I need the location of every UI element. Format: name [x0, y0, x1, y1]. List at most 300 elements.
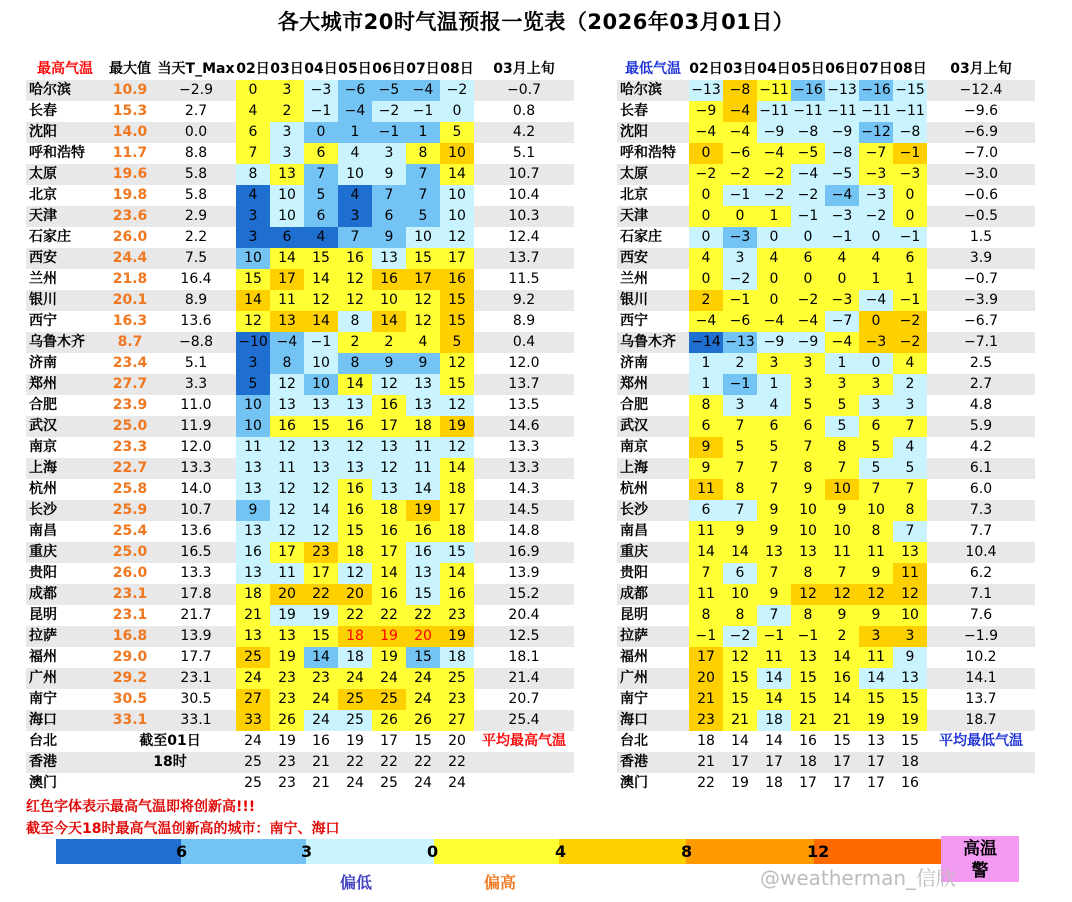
forecast-cell: 3	[270, 143, 304, 164]
forecast-cell: −12	[859, 122, 893, 143]
today-tmax-value: 21.7	[180, 607, 212, 623]
forecast-cell: 17	[757, 752, 791, 773]
forecast-cell: 13	[236, 626, 270, 647]
record-max-value: 22.7	[104, 458, 156, 479]
cutoff-note	[104, 773, 236, 794]
forecast-cell: 16	[799, 733, 817, 749]
forecast-cell: 7	[757, 605, 791, 626]
climatology-value: 10.4	[508, 187, 540, 203]
average-min-label	[927, 752, 1035, 773]
table-row	[617, 563, 1035, 584]
city-name: 香港	[617, 752, 689, 773]
forecast-cell: 9	[859, 563, 893, 584]
forecast-cell: 5	[893, 458, 927, 479]
forecast-cell: −4	[338, 101, 372, 122]
table-row	[26, 248, 574, 269]
climatology-value: 13.3	[474, 458, 574, 479]
table-row	[26, 353, 574, 374]
forecast-cell: −4	[406, 80, 440, 101]
table-header-row	[26, 59, 574, 80]
forecast-cell: 7	[723, 458, 757, 479]
city-name: 澳门	[29, 775, 57, 791]
table-row	[26, 80, 574, 101]
forecast-cell: 2	[825, 626, 859, 647]
city-name: 乌鲁木齐	[617, 332, 689, 353]
forecast-cell: 17	[372, 542, 406, 563]
column-header: 08日	[893, 59, 927, 80]
climatology-value: 25.4	[474, 710, 574, 731]
forecast-cell: 2	[893, 374, 927, 395]
table-row	[26, 773, 574, 794]
forecast-cell: −1	[723, 185, 757, 206]
record-max-value: 26.0	[112, 565, 148, 581]
city-name: 海口	[617, 710, 689, 731]
city-name: 呼和浩特	[620, 145, 676, 161]
forecast-cell: 13	[791, 647, 825, 668]
forecast-cell: −4	[757, 143, 791, 164]
forecast-cell: 13	[304, 458, 338, 479]
city-name: 郑州	[617, 374, 689, 395]
color-scale-segment	[56, 839, 181, 864]
forecast-cell: −2	[791, 290, 825, 311]
climatology-value: −0.5	[927, 206, 1035, 227]
forecast-cell: 23	[440, 605, 474, 626]
forecast-cell: −1	[304, 332, 338, 353]
forecast-cell: 16	[338, 248, 372, 269]
forecast-cell: −11	[757, 101, 791, 122]
forecast-cell: 7	[791, 437, 825, 458]
today-tmax-value: 16.5	[156, 542, 236, 563]
forecast-cell: 3	[270, 80, 304, 101]
today-tmax-value: 13.3	[180, 565, 212, 581]
forecast-cell: 5	[440, 122, 474, 143]
table-row	[617, 290, 1035, 311]
climatology-value: −0.7	[964, 271, 998, 287]
forecast-cell: 16	[372, 395, 406, 416]
today-tmax-value: 8.9	[156, 290, 236, 311]
city-name: 上海	[617, 458, 689, 479]
forecast-cell: 3	[236, 353, 270, 374]
climatology-value: 14.8	[508, 523, 540, 539]
forecast-cell: 14	[757, 668, 791, 689]
forecast-cell: 12	[825, 584, 859, 605]
cutoff-note: 18时	[104, 752, 236, 773]
color-scale-segment	[306, 839, 434, 864]
forecast-cell: 15	[791, 668, 825, 689]
record-cities-note: 截至今天18时最高气温创新高的城市：南宁、海口	[26, 821, 340, 837]
forecast-cell: 12	[270, 500, 304, 521]
table-row	[26, 458, 574, 479]
table-row	[26, 185, 574, 206]
forecast-cell: 9	[689, 437, 723, 458]
today-tmax-value: 11.9	[156, 416, 236, 437]
climatology-value: −1.9	[927, 626, 1035, 647]
city-name: 银川	[617, 290, 689, 311]
forecast-cell: 16	[338, 416, 372, 437]
forecast-cell: 10	[372, 290, 406, 311]
forecast-cell: 13	[236, 563, 270, 584]
forecast-cell: 15	[414, 733, 432, 749]
forecast-cell: 6	[270, 227, 304, 248]
climatology-value: 21.4	[474, 668, 574, 689]
forecast-cell: 10	[859, 500, 893, 521]
forecast-cell: 14	[440, 458, 474, 479]
forecast-cell: 17	[380, 733, 398, 749]
forecast-cell: 14	[372, 311, 406, 332]
climatology-value: −7.1	[927, 332, 1035, 353]
forecast-cell: 10	[440, 185, 474, 206]
forecast-cell: −3	[859, 332, 893, 353]
table-row	[26, 668, 574, 689]
climatology-value: 6.2	[969, 565, 993, 581]
forecast-cell: 7	[825, 458, 859, 479]
forecast-cell: 12	[338, 437, 372, 458]
forecast-cell: 19	[270, 605, 304, 626]
column-header: 02日	[689, 59, 723, 80]
forecast-cell: 5	[406, 206, 440, 227]
forecast-cell: 6	[723, 563, 757, 584]
forecast-cell: 10	[893, 605, 927, 626]
forecast-cell: −11	[893, 101, 927, 122]
table-row	[617, 710, 1035, 731]
forecast-cell: 22	[406, 752, 440, 773]
forecast-cell: 3	[338, 206, 372, 227]
forecast-cell: −1	[689, 626, 723, 647]
forecast-cell: 16	[901, 775, 919, 791]
city-name: 贵阳	[620, 565, 648, 581]
city-name: 成都	[26, 584, 104, 605]
table-row	[617, 395, 1035, 416]
table-row	[26, 542, 574, 563]
forecast-cell: 4	[825, 248, 859, 269]
forecast-cell: 9	[825, 500, 859, 521]
forecast-cell: 16	[406, 542, 440, 563]
forecast-cell: −1	[791, 206, 825, 227]
climatology-value: 7.1	[927, 584, 1035, 605]
column-header: 03日	[270, 59, 304, 80]
forecast-cell: −11	[825, 101, 859, 122]
forecast-cell: 3	[236, 227, 270, 248]
forecast-cell: 26	[270, 710, 304, 731]
forecast-cell: 0	[859, 311, 893, 332]
forecast-cell: 24	[338, 668, 372, 689]
table-row	[617, 80, 1035, 101]
forecast-cell: 23	[270, 689, 304, 710]
city-name: 天津	[26, 206, 104, 227]
forecast-cell: 12	[270, 437, 304, 458]
forecast-cell: 0	[689, 185, 723, 206]
forecast-cell: 5	[859, 437, 893, 458]
forecast-cell: 14	[406, 479, 440, 500]
city-name: 乌鲁木齐	[26, 332, 104, 353]
forecast-cell: 13	[406, 563, 440, 584]
forecast-cell: −1	[304, 101, 338, 122]
climatology-value: −0.7	[474, 80, 574, 101]
forecast-cell: −4	[723, 101, 757, 122]
forecast-cell: 10	[270, 206, 304, 227]
forecast-cell: −9	[757, 122, 791, 143]
city-name: 太原	[26, 164, 104, 185]
forecast-cell: 13	[338, 458, 372, 479]
forecast-cell: 10	[304, 374, 338, 395]
forecast-cell: 18	[893, 752, 927, 773]
today-tmax-value: 5.8	[156, 164, 236, 185]
forecast-cell: 14	[859, 668, 893, 689]
forecast-cell: 8	[791, 563, 825, 584]
forecast-cell: 15	[723, 668, 757, 689]
forecast-cell: 12	[440, 353, 474, 374]
city-name: 上海	[26, 458, 104, 479]
forecast-cell: 17	[270, 269, 304, 290]
forecast-cell: 13	[406, 374, 440, 395]
forecast-cell: 12	[859, 584, 893, 605]
table-row	[617, 101, 1035, 122]
forecast-cell: 0	[304, 122, 338, 143]
forecast-cell: 23	[304, 542, 338, 563]
today-tmax-value: 17.8	[156, 584, 236, 605]
forecast-cell: 12	[338, 269, 372, 290]
forecast-cell: 11	[270, 563, 304, 584]
color-scale-segment	[434, 839, 559, 864]
forecast-cell: 8	[723, 479, 757, 500]
forecast-cell: 7	[825, 563, 859, 584]
forecast-cell: 3	[893, 395, 927, 416]
city-name: 呼和浩特	[29, 145, 85, 161]
city-name: 长沙	[26, 500, 104, 521]
forecast-cell: 14	[689, 542, 723, 563]
record-max-value: 23.1	[112, 607, 148, 623]
forecast-cell: 11	[689, 521, 723, 542]
forecast-cell: 6	[757, 416, 791, 437]
high-temp-label: 高温	[963, 839, 997, 859]
forecast-cell: −4	[723, 122, 757, 143]
forecast-cell: 13	[270, 164, 304, 185]
table-row	[26, 584, 574, 605]
climatology-value: 12.5	[474, 626, 574, 647]
table-row	[617, 668, 1035, 689]
forecast-cell: 9	[372, 164, 406, 185]
forecast-cell: 14	[825, 689, 859, 710]
city-name: 合肥	[620, 397, 648, 413]
forecast-cell: 20	[689, 668, 723, 689]
forecast-cell: 14	[304, 269, 338, 290]
forecast-cell: 11	[270, 458, 304, 479]
forecast-cell: 17	[406, 269, 440, 290]
city-name: 济南	[620, 355, 648, 371]
table-row	[617, 143, 1035, 164]
forecast-cell: 0	[689, 206, 723, 227]
color-scale-segment	[686, 839, 814, 864]
forecast-cell: 9	[689, 458, 723, 479]
table-row	[26, 101, 574, 122]
forecast-cell: 5	[757, 437, 791, 458]
forecast-cell: 15	[338, 521, 372, 542]
table-row	[26, 752, 574, 773]
forecast-cell: 6	[236, 122, 270, 143]
forecast-cell: 15	[791, 689, 825, 710]
forecast-cell: 0	[859, 227, 893, 248]
forecast-cell: 8	[859, 521, 893, 542]
record-max-value: 11.7	[112, 145, 148, 161]
forecast-cell: 9	[825, 605, 859, 626]
forecast-cell: 7	[236, 143, 270, 164]
column-header: 06日	[825, 59, 859, 80]
forecast-cell: 5	[236, 374, 270, 395]
table-row	[617, 227, 1035, 248]
forecast-cell: 7	[757, 563, 791, 584]
city-name: 台北	[620, 733, 648, 749]
record-max-value: 19.8	[112, 187, 148, 203]
forecast-cell: 23	[270, 668, 304, 689]
today-tmax-value: 2.9	[156, 206, 236, 227]
forecast-cell: 12	[304, 479, 338, 500]
climatology-value: 4.2	[969, 439, 993, 455]
forecast-cell: 20	[270, 584, 304, 605]
forecast-cell: 10	[270, 185, 304, 206]
forecast-cell: 18	[440, 479, 474, 500]
forecast-cell: 14	[338, 374, 372, 395]
climatology-value: 4.8	[969, 397, 993, 413]
forecast-cell: −13	[723, 332, 757, 353]
forecast-cell: 13	[236, 479, 270, 500]
forecast-cell: 10	[825, 479, 859, 500]
table-row	[26, 500, 574, 521]
forecast-cell: 24	[448, 775, 466, 791]
forecast-cell: 25	[372, 689, 406, 710]
forecast-cell: −16	[791, 80, 825, 101]
table-row	[617, 206, 1035, 227]
forecast-cell: 5	[440, 332, 474, 353]
forecast-cell: 0	[689, 269, 723, 290]
forecast-cell: −2	[893, 311, 927, 332]
forecast-cell: 13	[372, 479, 406, 500]
record-note: 红色字体表示最高气温即将创新高!!!	[26, 799, 256, 815]
city-name: 杭州	[620, 481, 648, 497]
record-max-value: 25.9	[104, 500, 156, 521]
forecast-cell: 5	[825, 395, 859, 416]
forecast-cell: 17	[723, 752, 757, 773]
forecast-cell: 22	[697, 775, 715, 791]
today-tmax-value: 30.5	[180, 691, 212, 707]
forecast-cell: −8	[825, 143, 859, 164]
today-tmax-value: 5.8	[184, 187, 208, 203]
table-row	[617, 185, 1035, 206]
forecast-cell: 12	[236, 311, 270, 332]
forecast-cell: −2	[859, 206, 893, 227]
city-name: 台北	[29, 733, 57, 749]
forecast-cell: 10	[440, 206, 474, 227]
forecast-cell: −1	[372, 122, 406, 143]
forecast-cell: 25	[338, 710, 372, 731]
forecast-cell: 0	[689, 143, 723, 164]
forecast-cell: 13	[304, 437, 338, 458]
record-max-value: 25.4	[112, 523, 148, 539]
forecast-cell: 21	[689, 752, 723, 773]
forecast-cell: 4	[859, 248, 893, 269]
forecast-cell: 14	[304, 647, 338, 668]
forecast-cell: 25	[236, 752, 270, 773]
forecast-cell: 25	[244, 775, 262, 791]
forecast-cell: −9	[689, 101, 723, 122]
forecast-cell: 21	[304, 752, 338, 773]
forecast-cell: −13	[825, 80, 859, 101]
city-name: 西宁	[29, 313, 57, 329]
climatology-value: −9.6	[964, 103, 998, 119]
city-name: 石家庄	[29, 229, 71, 245]
city-name: 济南	[29, 355, 57, 371]
color-scale-tick-label: 8	[681, 842, 693, 861]
forecast-cell: 8	[236, 164, 270, 185]
today-tmax-value: 0.0	[156, 122, 236, 143]
forecast-cell: 10	[440, 143, 474, 164]
forecast-cell: 12	[270, 479, 304, 500]
forecast-cell: −1	[723, 290, 757, 311]
forecast-cell: −11	[757, 80, 791, 101]
forecast-cell: 3	[236, 206, 270, 227]
city-name: 香港	[26, 752, 104, 773]
forecast-cell: 17	[859, 752, 893, 773]
forecast-cell: 10	[304, 353, 338, 374]
climatology-value: 13.7	[474, 374, 574, 395]
average-max-label	[474, 752, 574, 773]
table-row	[26, 689, 574, 710]
climatology-value: 18.1	[508, 649, 540, 665]
column-header: 03月上旬	[474, 59, 574, 80]
forecast-cell: −1	[825, 227, 859, 248]
forecast-cell: 4	[757, 395, 791, 416]
forecast-cell: 22	[406, 605, 440, 626]
forecast-cell: 11	[270, 290, 304, 311]
color-scale-tick-label: 0	[427, 842, 439, 861]
forecast-cell: 16	[270, 416, 304, 437]
average-max-label	[474, 773, 574, 794]
forecast-cell: 11	[825, 542, 859, 563]
forecast-cell: 12	[304, 290, 338, 311]
table-row	[617, 731, 1035, 752]
today-tmax-value: 17.7	[180, 649, 212, 665]
forecast-cell: 6	[859, 416, 893, 437]
climatology-value: 0.4	[474, 332, 574, 353]
table-row	[26, 416, 574, 437]
forecast-cell: 14	[304, 500, 338, 521]
color-scale-tick-label: 4	[555, 842, 567, 861]
forecast-cell: 9	[723, 521, 757, 542]
record-max-value: 21.8	[112, 271, 148, 287]
climatology-value: 0.8	[512, 103, 536, 119]
forecast-cell: 14	[757, 689, 791, 710]
forecast-cell: 12	[440, 437, 474, 458]
forecast-cell: 3	[859, 395, 893, 416]
city-name: 西安	[26, 248, 104, 269]
column-header: 08日	[440, 59, 474, 80]
forecast-cell: 12	[440, 227, 474, 248]
table-row	[26, 122, 574, 143]
forecast-cell: 18	[697, 733, 715, 749]
forecast-cell: 17	[372, 416, 406, 437]
climatology-value: 3.9	[927, 248, 1035, 269]
forecast-cell: 15	[406, 647, 440, 668]
forecast-cell: 14	[765, 733, 783, 749]
forecast-cell: −5	[372, 80, 406, 101]
table-row	[617, 353, 1035, 374]
forecast-cell: 17	[440, 500, 474, 521]
forecast-cell: −13	[689, 80, 723, 101]
forecast-cell: 10	[825, 521, 859, 542]
today-tmax-value: 13.3	[156, 458, 236, 479]
forecast-cell: 14	[723, 542, 757, 563]
forecast-cell: 14	[440, 164, 474, 185]
record-max-value: 16.3	[112, 313, 148, 329]
